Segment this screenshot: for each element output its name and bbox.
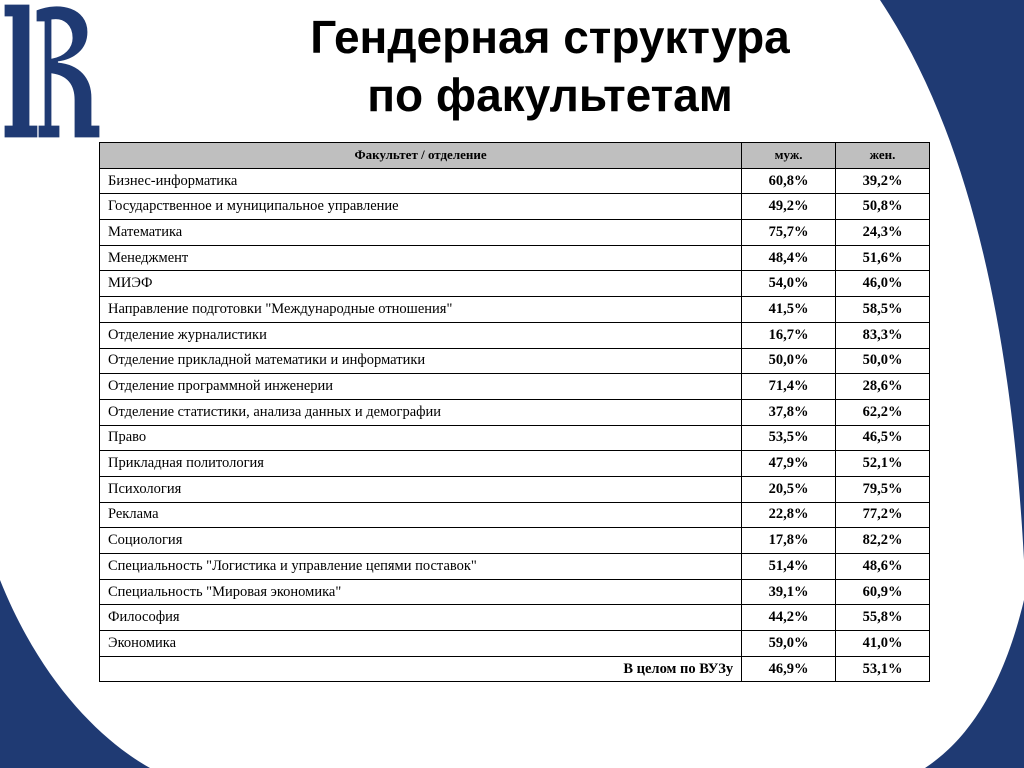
table-row xyxy=(100,348,930,374)
table-row xyxy=(100,425,930,451)
table-row xyxy=(100,605,930,631)
header-female: жен. xyxy=(836,143,930,169)
header-faculty: Факультет / отделение xyxy=(100,143,742,169)
female-cell: 77,2% xyxy=(836,502,930,528)
female-cell: 62,2% xyxy=(836,399,930,425)
table-row xyxy=(100,194,930,220)
male-cell: 71,4% xyxy=(742,374,836,400)
header-male: муж. xyxy=(742,143,836,169)
female-cell: 79,5% xyxy=(836,476,930,502)
table-row xyxy=(100,502,930,528)
table-row xyxy=(100,528,930,554)
faculty-cell: Прикладная политология xyxy=(100,451,742,477)
female-cell: 83,3% xyxy=(836,322,930,348)
male-cell: 53,5% xyxy=(742,425,836,451)
faculty-cell: Реклама xyxy=(100,502,742,528)
male-cell: 44,2% xyxy=(742,605,836,631)
female-cell: 82,2% xyxy=(836,528,930,554)
gender-structure-table xyxy=(99,142,930,682)
faculty-cell: МИЭФ xyxy=(100,271,742,297)
total-female: 53,1% xyxy=(836,656,930,682)
page-title xyxy=(150,8,950,124)
female-cell: 48,6% xyxy=(836,554,930,580)
faculty-cell: Отделение журналистики xyxy=(100,322,742,348)
male-cell: 60,8% xyxy=(742,168,836,194)
faculty-cell: Государственное и муниципальное управление xyxy=(100,194,742,220)
female-cell: 52,1% xyxy=(836,451,930,477)
faculty-cell: Направление подготовки "Международные отношения" xyxy=(100,297,742,323)
title-line-2: по факультетам xyxy=(367,69,733,121)
female-cell: 41,0% xyxy=(836,631,930,657)
table-row xyxy=(100,322,930,348)
faculty-cell: Экономика xyxy=(100,631,742,657)
title-line-1: Гендерная структура xyxy=(310,11,790,63)
male-cell: 47,9% xyxy=(742,451,836,477)
faculty-cell: Отделение прикладной математики и информатики xyxy=(100,348,742,374)
table-total-row xyxy=(100,656,930,682)
male-cell: 22,8% xyxy=(742,502,836,528)
female-cell: 39,2% xyxy=(836,168,930,194)
table-row xyxy=(100,451,930,477)
male-cell: 16,7% xyxy=(742,322,836,348)
faculty-cell: Специальность "Логистика и управление цепями поставок" xyxy=(100,554,742,580)
faculty-cell: Право xyxy=(100,425,742,451)
faculty-cell: Специальность "Мировая экономика" xyxy=(100,579,742,605)
faculty-cell: Отделение статистики, анализа данных и демографии xyxy=(100,399,742,425)
female-cell: 60,9% xyxy=(836,579,930,605)
female-cell: 58,5% xyxy=(836,297,930,323)
female-cell: 46,0% xyxy=(836,271,930,297)
male-cell: 39,1% xyxy=(742,579,836,605)
total-male: 46,9% xyxy=(742,656,836,682)
table-row xyxy=(100,399,930,425)
bottom-right-navy-band xyxy=(925,600,1024,768)
table-row xyxy=(100,554,930,580)
table-row xyxy=(100,297,930,323)
male-cell: 49,2% xyxy=(742,194,836,220)
table-row xyxy=(100,271,930,297)
male-cell: 41,5% xyxy=(742,297,836,323)
table-row xyxy=(100,168,930,194)
male-cell: 37,8% xyxy=(742,399,836,425)
faculty-cell: Бизнес-информатика xyxy=(100,168,742,194)
female-cell: 28,6% xyxy=(836,374,930,400)
male-cell: 17,8% xyxy=(742,528,836,554)
faculty-cell: Философия xyxy=(100,605,742,631)
table-row xyxy=(100,374,930,400)
table-row xyxy=(100,245,930,271)
female-cell: 50,8% xyxy=(836,194,930,220)
male-cell: 51,4% xyxy=(742,554,836,580)
table-row xyxy=(100,579,930,605)
female-cell: 46,5% xyxy=(836,425,930,451)
table-row xyxy=(100,476,930,502)
male-cell: 48,4% xyxy=(742,245,836,271)
female-cell: 50,0% xyxy=(836,348,930,374)
faculty-cell: Отделение программной инженерии xyxy=(100,374,742,400)
table-row xyxy=(100,631,930,657)
male-cell: 54,0% xyxy=(742,271,836,297)
faculty-cell: Психология xyxy=(100,476,742,502)
male-cell: 20,5% xyxy=(742,476,836,502)
faculty-cell: Менеджмент xyxy=(100,245,742,271)
male-cell: 75,7% xyxy=(742,220,836,246)
faculty-cell: Математика xyxy=(100,220,742,246)
female-cell: 24,3% xyxy=(836,220,930,246)
female-cell: 55,8% xyxy=(836,605,930,631)
hse-logo-icon xyxy=(0,0,110,145)
male-cell: 50,0% xyxy=(742,348,836,374)
table-row xyxy=(100,220,930,246)
female-cell: 51,6% xyxy=(836,245,930,271)
table-header-row xyxy=(100,143,930,169)
faculty-cell: Социология xyxy=(100,528,742,554)
table-body xyxy=(100,168,930,656)
total-label: В целом по ВУЗу xyxy=(100,656,742,682)
male-cell: 59,0% xyxy=(742,631,836,657)
